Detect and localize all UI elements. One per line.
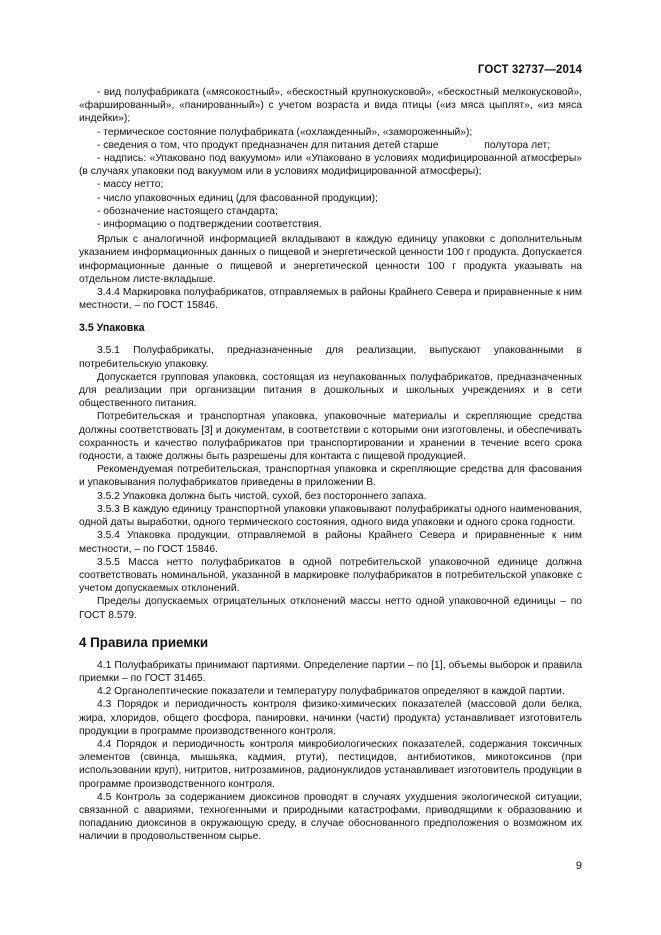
list-item: - надпись: «Упаковано под вакуумом» или «Упаковано в условиях модифицированной атмосферы» (в случаях упаковки под вакуумом или в условиях модифицированной атмосферы); [79, 153, 582, 178]
section-paragraph: Потребительская и транспортная упаковка, упаковочные материалы и скрепляющие средства должны соответствовать [3] и документам, в соответствии с которыми они изготовлены, и обеспечивать сохранность и качество полуфабрикатов при транспортировании и хранении в течение всего срока годности, а также должны быть разрешены для контакта с пищевой продукцией. [79, 411, 582, 463]
section-paragraph: 4.5 Контроль за содержанием диоксинов проводят в случаях ухудшения экологической ситуации, связанной с авариями, техногенными и природными катастрофами, приводящими к образованию и попаданию диоксинов в окружающую среду, в случае обоснованного предположения о возможном их наличии в продовольственном сырье. [79, 791, 582, 843]
section-paragraph: 3.5.1 Полуфабрикаты, предназначенные для реализации, выпускают упакованными в потребительскую упаковку. [79, 345, 582, 370]
list-item: - вид полуфабриката («мясокостный», «бескостный крупнокусковой», «бескостный мелкокусковой», «фаршированный», «панированный») с учетом возраста и вида птицы («из мяса цыплят», «из мяса индейки»); [79, 87, 582, 125]
section-paragraph: Пределы допускаемых отрицательных отклонений массы нетто одной упаковочной единицы – по ГОСТ 8.579. [79, 596, 582, 621]
document-body [79, 86, 582, 844]
list-item: - сведения о том, что продукт предназначен для питания детей старше полутора лет; [97, 139, 551, 151]
document-header: ГОСТ 32737—2014 [477, 64, 582, 76]
page-number: 9 [575, 860, 582, 872]
list-item: - число упаковочных единиц (для фасованной продукции); [97, 192, 378, 204]
section-paragraph: 4.3 Порядок и периодичность контроля физико-химических показателей (массовой доли белка, жира, хлоридов, общего фосфора, панировки, начинки (части) продукта) устанавливает изготовитель продукции в программе производственного контроля. [79, 699, 582, 737]
section-3-5-heading: 3.5 Упаковка [79, 322, 145, 335]
section-paragraph: 4.4 Порядок и периодичность контроля микробиологических показателей, содержания токсичных элементов (свинца, мышьяка, кадмия, ртути), пестицидов, антибиотиков, микотоксинов (при использовании круп), нитритов, нитрозаминов, радионуклидов устанавливает изготовитель продукции в программе производственного контроля. [79, 738, 582, 790]
section-paragraph: 4.2 Органолептические показатели и температуру полуфабрикатов определяют в каждой партии. [97, 686, 565, 698]
section-paragraph: 3.5.3 В каждую единицу транспортной упаковки упаковывают полуфабрикаты одного наименования, одной даты выработки, одного термического состояния, одного вида упаковки и одного срока годности. [79, 503, 582, 529]
section-paragraph: Допускается групповая упаковка, состоящая из неупакованных полуфабрикатов, предназначенных для реализации при организации питания в дошкольных и школьных учреждениях и в сети общественного питания. [79, 371, 582, 410]
section-paragraph: Рекомендуемая потребительская, транспортная упаковка и скрепляющие средства для фасования и упаковывания полуфабрикатов приведены в приложении В. [79, 464, 582, 489]
section-paragraph: 3.5.4 Упаковка продукции, отправляемой в районы Крайнего Севера и приравненные к ним местности, – по ГОСТ 15846. [79, 530, 582, 555]
section-paragraph: 3.5.2 Упаковка должна быть чистой, сухой, без постороннего запаха. [97, 490, 427, 502]
section-4-heading: 4 Правила приемки [79, 634, 209, 650]
list-item: - обозначение настоящего стандарта; [97, 205, 278, 217]
section-paragraph: 4.1 Полуфабрикаты принимают партиями. Определение партии – по [1], объемы выборок и правила приемки – по ГОСТ 31465. [79, 659, 582, 684]
label-note-paragraph: Ярлык с аналогичной информацией вкладывают в каждую единицу упаковки с дополнительным указанием информационных данных о пищевой и энергетической ценности 100 г продукта. Допускается информационные данные о пищевой и энергетической ценности 100 г продукта указывать на отдельном листе-вкладыше. [79, 234, 582, 285]
clause-3-4-4: 3.4.4 Маркировка полуфабрикатов, отправляемых в районы Крайнего Севера и приравненные к ним местности, – по ГОСТ 15846. [79, 287, 582, 312]
section-paragraph: 3.5.5 Масса нетто полуфабрикатов в одной потребительской упаковочной единице должна соответствовать номинальной, указанной в маркировке полуфабрикатов в потребительской упаковке с учетом допускаемых отклонений. [79, 556, 582, 595]
list-item: - информацию о подтверждении соответствия. [97, 219, 322, 231]
list-item: - термическое состояние полуфабриката («охлажденный», «замороженный»); [97, 126, 473, 138]
list-item: - массу нетто; [97, 179, 164, 191]
